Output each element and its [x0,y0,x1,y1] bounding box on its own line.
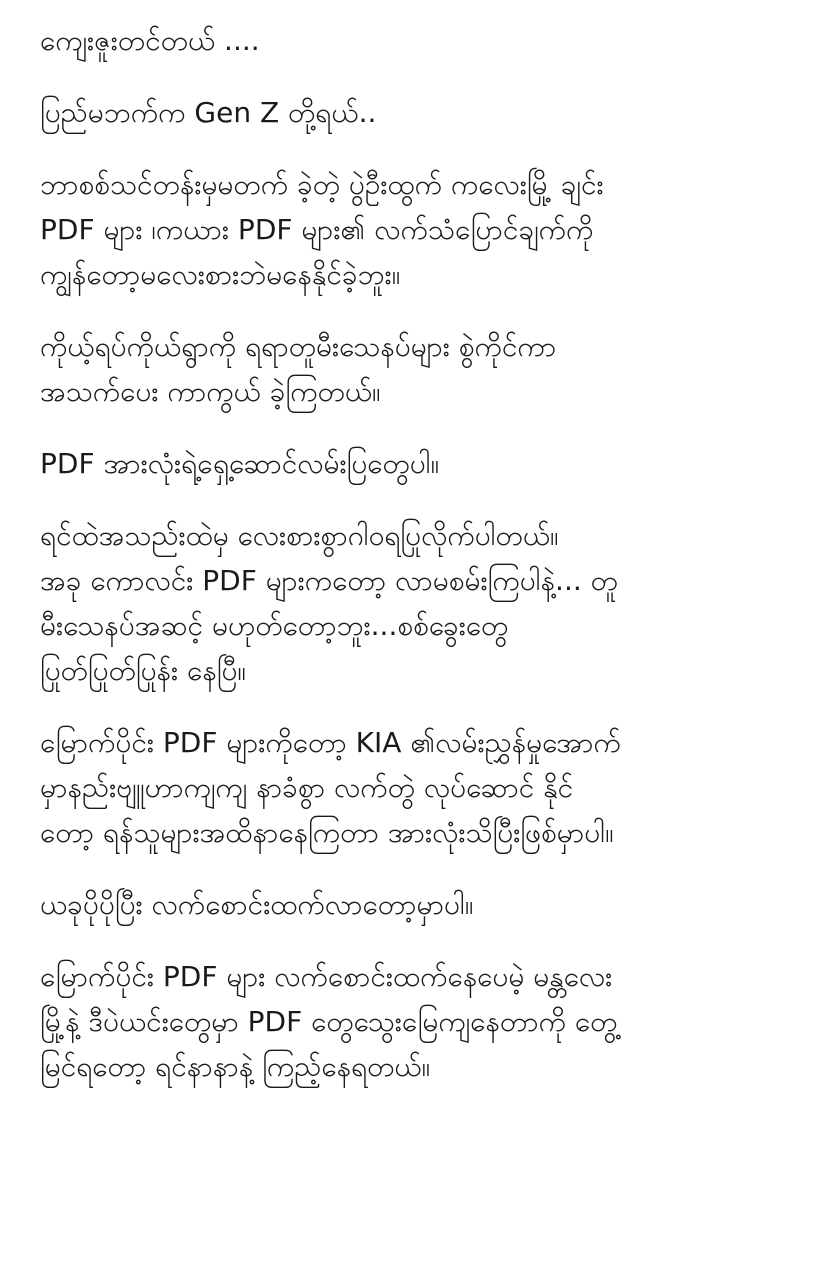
paragraph-gen-z [40,90,800,135]
text-line: မြောက်ပိုင်း PDF များ လက်စောင်းထက်နေပေမဲ့ မန္တလေး [40,960,613,993]
text-line: ဘာစစ်သင်တန်းမှမတက် ခဲ့တဲ့ ပွဲဦးထွက် ကလေးမြို့ ချင်း [40,168,604,201]
text-line: ကျွန်တော့မလေးစားဘဲမနေနိုင်ခဲ့ဘူး။ [40,258,401,291]
text-line: ပြုတ်ပြုတ်ပြုန်း နေပြီ။ [40,654,246,687]
text-line: ပြည်မဘက်က Gen Z တို့ရယ်.. [40,96,377,129]
text-line: တော့ ရန်သူများအထိနာနေကြတာ အားလုံးသိပြီးဖြစ်မှာပါ။ [40,816,614,849]
paragraph-defended [40,324,800,414]
post-body [40,18,800,1116]
text-line: အသက်ပေး ကာကွယ် ခဲ့ကြတယ်။ [40,375,381,408]
text-line: မီးသေနပ်အဆင့် မဟုတ်တော့ဘူး...စစ်ခွေးတွေ [40,609,509,642]
text-line: မြို့နဲ့ ဒီပဲယင်းတွေမှာ PDF တွေသွေးမြေကျနေတာကို တွေ့ [40,1005,618,1038]
text-line: ကျေးဇူးတင်တယ် .... [40,24,260,57]
text-line: မြောက်ပိုင်း PDF များကိုတော့ KIA ၏လမ်းညွှန်မှုအောက် [40,726,621,759]
paragraph-northern-kia [40,720,800,855]
text-line: ယခုပိုပိုပြီး လက်စောင်းထက်လာတော့မှာပါ။ [40,888,474,921]
paragraph-mandalay [40,954,800,1089]
text-line: အခု ကောလင်း PDF များကတော့ လာမစမ်းကြပါနဲ့... တူ [40,564,618,597]
text-line: PDF များ ၊ကယား PDF များ၏ လက်သံပြောင်ချက်ကို [40,213,594,246]
paragraph-pioneers [40,441,800,486]
text-line: PDF အားလုံးရဲ့ရှေ့ဆောင်လမ်းပြတွေပါ။ [40,447,440,480]
paragraph-thanks [40,18,800,63]
paragraph-pdf-respect [40,162,800,297]
text-line: ကိုယ့်ရပ်ကိုယ်ရွာကို ရရာတူမီးသေနပ်များ စွဲကိုင်ကာ [40,330,557,363]
paragraph-sharper [40,882,800,927]
paragraph-salute [40,513,800,693]
text-line: မှာနည်းဗျူဟာကျကျ နာခံစွာ လက်တွဲ လုပ်ဆောင် နိုင် [40,771,574,804]
text-line: ရင်ထဲအသည်းထဲမှ လေးစားစွာဂါဝရပြုလိုက်ပါတယ်။ [40,519,559,552]
text-line: မြင်ရတော့ ရင်နာနာနဲ့ ကြည့်နေရတယ်။ [40,1050,431,1083]
